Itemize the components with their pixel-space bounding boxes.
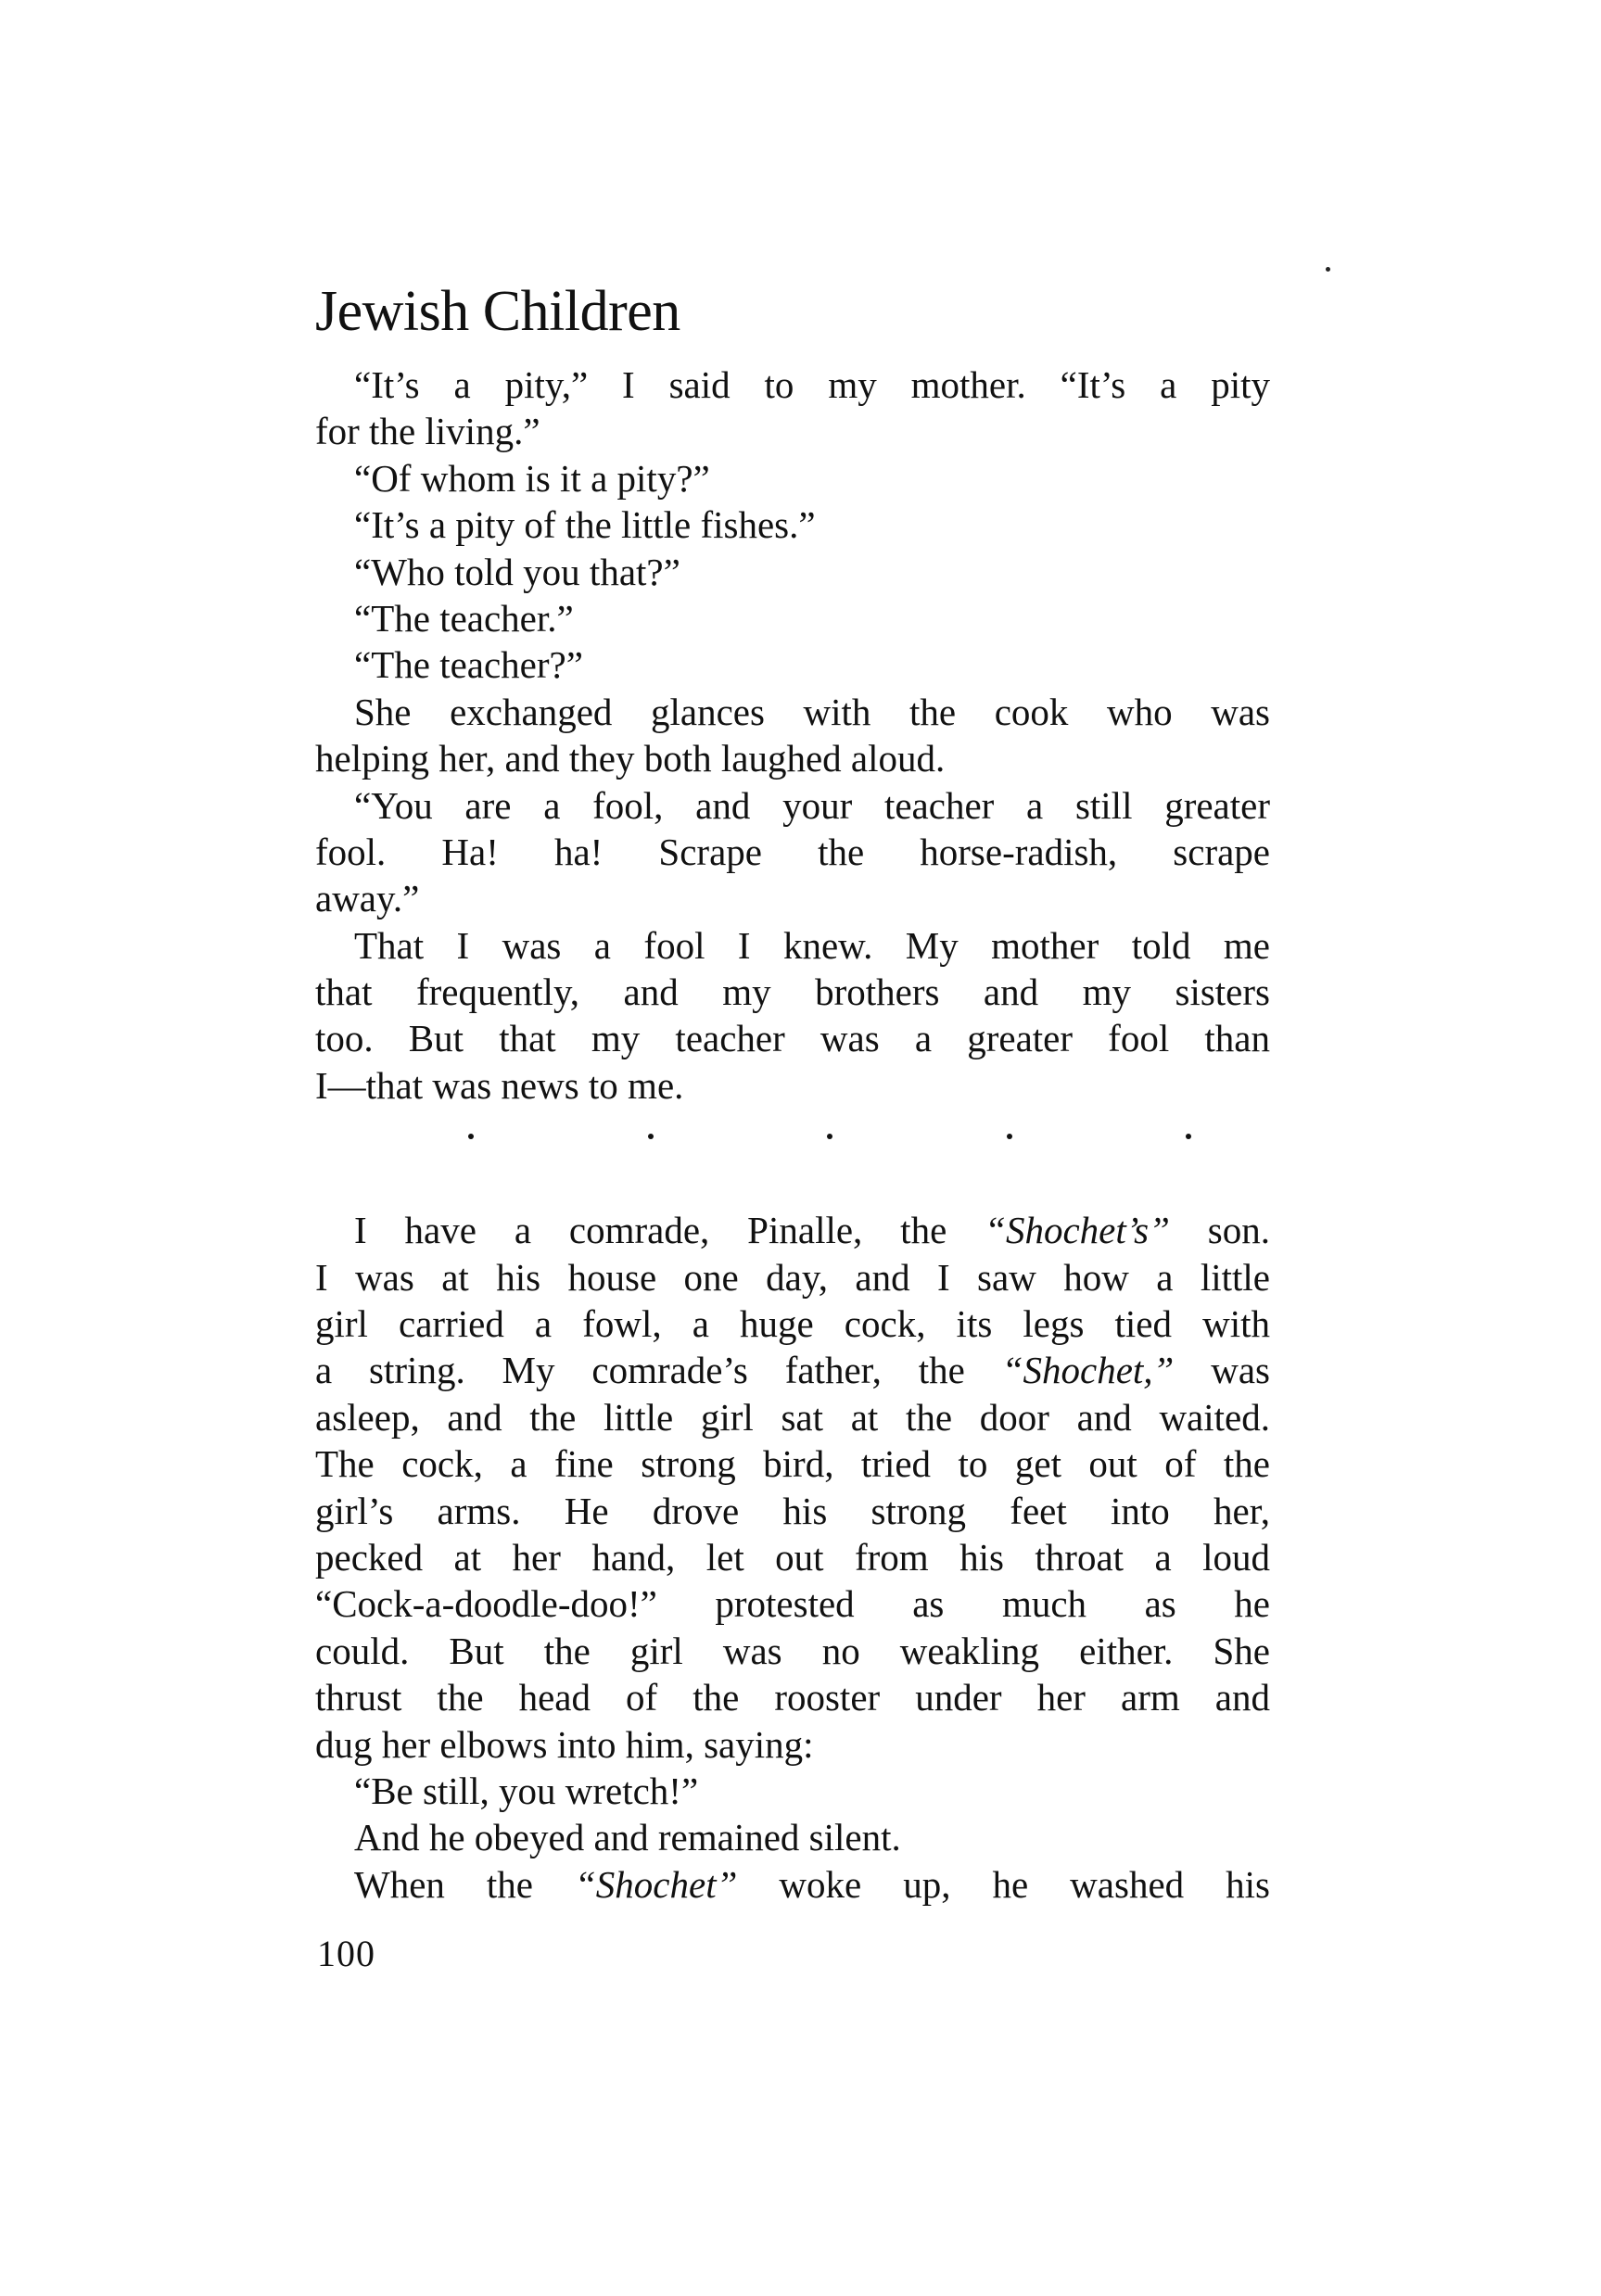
text-line: [315, 641, 1270, 688]
text-segment: girl carried a fowl, a huge cock, its legs tied with: [315, 1302, 1270, 1346]
text-segment: I have a comrade, Pinalle, the: [354, 1209, 985, 1252]
text-segment: too. But that my teacher was a greater fool than: [315, 1017, 1270, 1060]
text-segment: son.: [1169, 1209, 1270, 1252]
text-line: [315, 1440, 1270, 1487]
text-line: [315, 1580, 1270, 1627]
text-segment: “The teacher?”: [354, 643, 583, 687]
running-head: Jewish Children: [315, 280, 680, 343]
separator-dot: [827, 1134, 832, 1139]
text-segment: When the: [354, 1862, 575, 1906]
italic-term: “Shochet”: [575, 1862, 738, 1906]
text-segment: helping her, and they both laughed aloud.: [315, 737, 946, 780]
text-segment: dug her elbows into him, saying:: [315, 1722, 814, 1766]
text-segment: a string. My comrade’s father, the: [315, 1349, 1002, 1392]
text-line: [315, 1347, 1270, 1393]
text-segment: “The teacher.”: [354, 596, 574, 640]
text-segment: “Cock-a-doodle-doo!” protested as much as he: [315, 1582, 1270, 1626]
text-segment: pecked at her hand, let out from his throat a loud: [315, 1535, 1270, 1579]
section-separator: [468, 1109, 1191, 1164]
italic-term: “Shochet’s”: [985, 1209, 1170, 1252]
text-line: [315, 1768, 1270, 1814]
text-segment: was: [1174, 1349, 1270, 1392]
text-segment: “It’s a pity,” I said to my mother. “It’s a pity: [354, 363, 1270, 406]
text-line: [315, 1674, 1270, 1720]
text-segment: “It’s a pity of the little fishes.”: [354, 503, 816, 547]
separator-dot: [1007, 1134, 1012, 1139]
text-line: [315, 1207, 1270, 1253]
text-segment: girl’s arms. He drove his strong feet into her,: [315, 1489, 1270, 1532]
text-segment: “Of whom is it a pity?”: [354, 456, 710, 500]
text-segment: And he obeyed and remained silent.: [354, 1816, 901, 1859]
text-line: [315, 501, 1270, 548]
separator-dot: [1186, 1134, 1191, 1139]
text-line: [315, 689, 1270, 735]
text-segment: woke up, he washed his: [737, 1862, 1271, 1906]
text-line: [315, 1394, 1270, 1440]
stray-ink-dot: [1326, 267, 1330, 272]
text-segment: I—that was news to me.: [315, 1063, 684, 1107]
text-segment: that frequently, and my brothers and my sisters: [315, 970, 1270, 1014]
text-line: [315, 1814, 1270, 1860]
text-line: [315, 735, 1270, 781]
body-text: [315, 362, 1270, 1908]
text-line: [315, 1300, 1270, 1347]
text-line: [315, 1254, 1270, 1300]
text-line: [315, 1488, 1270, 1534]
section-two: [315, 1207, 1270, 1908]
text-line: [315, 455, 1270, 501]
text-line: [315, 922, 1270, 969]
separator-dot: [648, 1134, 654, 1139]
text-line: [315, 1628, 1270, 1674]
text-segment: “You are a fool, and your teacher a still greater: [354, 783, 1270, 827]
text-segment: fool. Ha! ha! Scrape the horse-radish, scrape: [315, 830, 1270, 873]
separator-dot: [468, 1134, 474, 1139]
text-segment: for the living.”: [315, 410, 540, 453]
page-number: 100: [317, 1933, 375, 1974]
text-line: [315, 782, 1270, 829]
text-segment: She exchanged glances with the cook who was: [354, 690, 1270, 733]
text-line: [315, 1015, 1270, 1061]
text-line: [315, 549, 1270, 595]
text-line: [315, 408, 1270, 454]
text-segment: That I was a fool I knew. My mother told me: [354, 923, 1270, 967]
section-one: [315, 362, 1270, 1109]
text-line: [315, 1062, 1270, 1109]
text-segment: “Be still, you wretch!”: [354, 1769, 699, 1812]
text-line: [315, 1534, 1270, 1580]
text-segment: could. But the girl was no weakling either. She: [315, 1629, 1270, 1672]
text-line: [315, 362, 1270, 408]
text-segment: asleep, and the little girl sat at the door and waited.: [315, 1395, 1270, 1439]
text-segment: “Who told you that?”: [354, 550, 680, 593]
text-line: [315, 969, 1270, 1015]
text-line: [315, 829, 1270, 875]
text-line: [315, 1861, 1270, 1908]
text-line: [315, 595, 1270, 641]
text-segment: away.”: [315, 877, 420, 920]
text-segment: I was at his house one day, and I saw how a little: [315, 1255, 1270, 1299]
italic-term: “Shochet,”: [1001, 1349, 1175, 1392]
text-segment: The cock, a fine strong bird, tried to get out of the: [315, 1442, 1270, 1486]
text-line: [315, 1721, 1270, 1768]
text-line: [315, 875, 1270, 921]
text-segment: thrust the head of the rooster under her arm and: [315, 1676, 1270, 1719]
